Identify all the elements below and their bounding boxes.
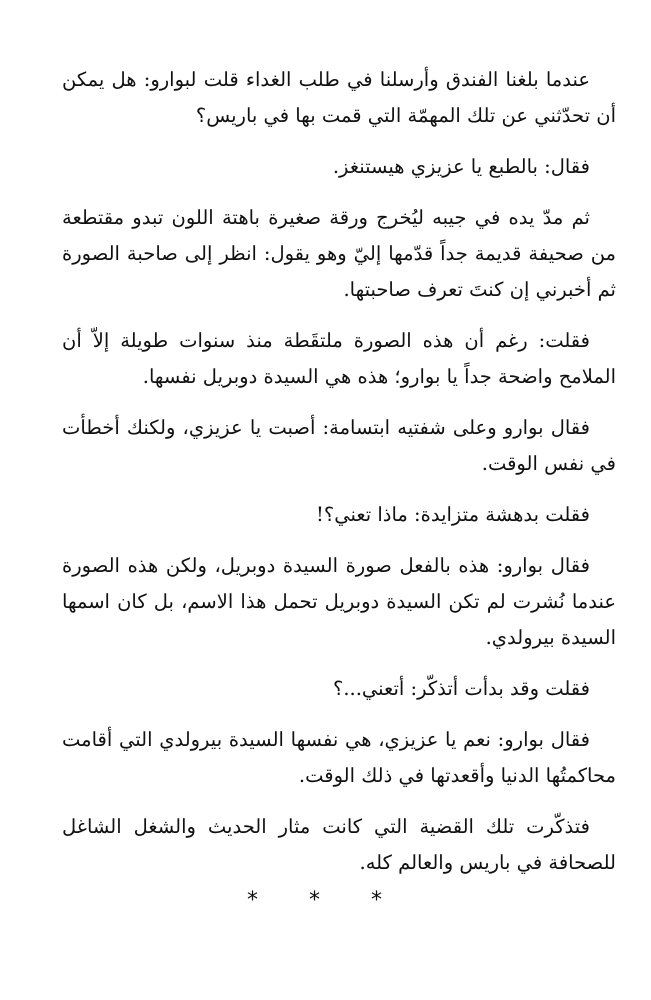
section-divider: * * * [247, 888, 404, 913]
page-body [62, 62, 616, 896]
paragraph-10: فتذكّرت تلك القضية التي كانت مثار الحديث والشغل الشاغل للصحافة في باريس والعالم كله. [62, 815, 616, 874]
paragraph-6: فقلت بدهشة متزايدة: ماذا تعني؟! [316, 503, 590, 526]
paragraph-8: فقلت وقد بدأت أتذكّر: أتعني...؟ [332, 677, 590, 700]
paragraph-9: فقال بوارو: نعم يا عزيزي، هي نفسها السيدة بيرولدي التي أقامت محاكمتُها الدنيا وأقعدتها في ذلك الوقت. [62, 728, 616, 787]
paragraph-4: فقلت: رغم أن هذه الصورة ملتقَطة منذ سنوات طويلة إلاّ أن الملامح واضحة جداً يا بوارو؛ هذه هي السيدة دوبريل نفسها. [62, 329, 616, 388]
paragraph-7: فقال بوارو: هذه بالفعل صورة السيدة دوبريل، ولكن هذه الصورة عندما نُشرت لم تكن السيدة دوبريل تحمل هذا الاسم، بل كان اسمها السيدة بيرولدي. [62, 554, 616, 649]
paragraph-5: فقال بوارو وعلى شفتيه ابتسامة: أصبت يا عزيزي، ولكنك أخطأت في نفس الوقت. [62, 416, 616, 475]
paragraph-1: عندما بلغنا الفندق وأرسلنا في طلب الغداء قلت لبوارو: هل يمكن أن تحدّثني عن تلك المهمّة التي قمت بها في باريس؟ [62, 68, 616, 127]
paragraph-2: فقال: بالطبع يا عزيزي هيستنغز. [332, 155, 590, 178]
paragraph-3: ثم مدّ يده في جيبه ليُخرج ورقة صغيرة باهتة اللون تبدو مقتطعة من صحيفة قديمة جداً قدّمها إليّ وهو يقول: انظر إلى صاحبة الصورة ثم أخبرني إن كنتَ تعرف صاحبتها. [62, 206, 616, 301]
